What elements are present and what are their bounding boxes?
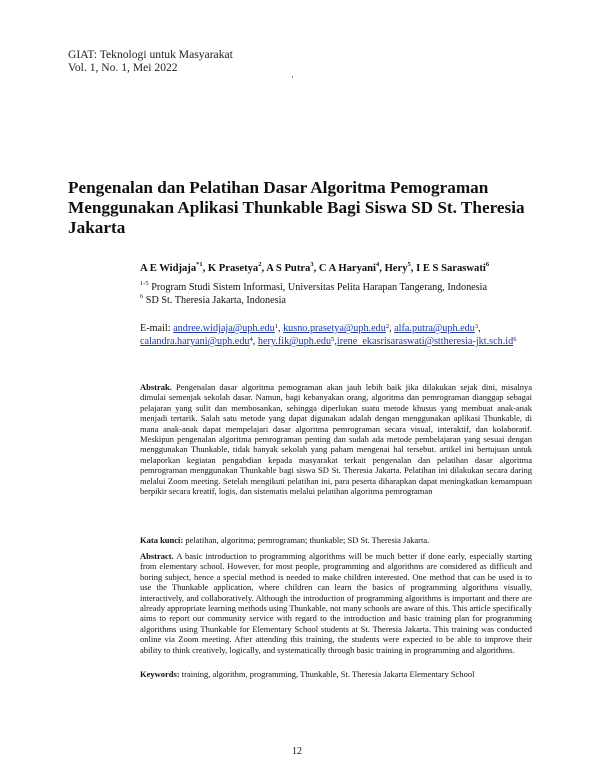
author: A S Putra$^3$, [266, 261, 319, 274]
email-link[interactable]: andree.widjaja@uph.edu [173, 323, 275, 334]
journal-name: GIAT: Teknologi untuk Masyarakat [68, 48, 233, 61]
email-link[interactable]: irene_ekasrisaraswati@sttheresia-jkt.sch.id [336, 336, 514, 347]
paper-title: Pengenalan dan Pelatihan Dasar Algoritma Pemograman Menggunakan Aplikasi Thunkable Bagi Siswa SD St. Theresia Jakarta [68, 178, 525, 237]
keywords-english: Keywords: training, algorithm, programming, Thunkable, St. Theresia Jakarta Elementary School [140, 669, 475, 679]
journal-volume: Vol. 1, No. 1, Mei 2022 [68, 60, 178, 74]
email-label: E-mail: [140, 323, 174, 334]
affiliation: $^{1-5}$ Program Studi Sistem Informasi, Universitas Pelita Harapan Tangerang, Indonesia [140, 280, 487, 293]
email-link[interactable]: alfa.putra@uph.edu [394, 323, 475, 334]
abstract-english: Abstract. A basic introduction to programming algorithms will be much better if done early, especially starting from elementary school. However, for most people, programming and algorithms are considered as difficult and boring subject, hence a special method is needed to make children interested. One method that can be used is to use the Thunkable application, where children can learn the basics of programming algorithms visually, interactively, and collaboratively. Although the introduction of programming algorithms is important and there are already appropriate learning methods using Thunkable, not many schools are aware of this. This article specifically aims to report our community service with regard to the introduction and basic training plan for programming algorithms using Thunkable for Elementary School students at St. Theresia Jakarta. This training was conducted online via Zoom meeting. After attending this training, the students were expected to be able to improve their ability to think creatively, logically, and systematically through basic training in programming and algorithms. [140, 551, 532, 655]
email-block: E-mail: andree.widjaja@uph.edu$^1$, kusno.prasetya@uph.edu$^2$, alfa.putra@uph.edu$^3$, calandra.haryani@uph.edu$^4$, $hery.fik@uph.edu^5,irene\_ekasrisaraswati@sttheresia-jkt.sch.id^6$ [140, 323, 517, 347]
keywords-indonesian: Kata kunci: pelatihan, algoritma; pemrograman; thunkable; SD St. Theresia Jakarta. [140, 535, 430, 545]
author: Hery$^5$, [384, 261, 417, 274]
author-list [140, 263, 489, 274]
header-mark [292, 76, 293, 78]
abstract-indonesian: Abstrak. Pengenalan dasar algoritma pemograman akan jauh lebih baik jika dilakukan sejak dini, misalnya dimulai semenjak sekolah dasar. Namun, bagi kebanyakan orang, algoritma dan pemrograman dianggap sebagai pelajaran yang sulit dan membosankan, sehingga diperlukan suatu metode khusus yang membuat anak-anak menjadi tertarik. Salah satu metode yang dapat digunakan adalah dengan menggunakan aplikasi Thunkable, di mana anak-anak dapat mempelajari dasar algoritma pemrograman secara visual, interaktif, dan kolaboratif. Meskipun pengenalan algoritma pemrograman penting dan sudah ada metode pembelajaran yang sesuai dengan menggunakan Thunkable, tidak banyak sekolah yang paham mengenai hal tersebut. artikel ini bertujuan untuk melaporkan kegiatan pengabdian kepada masyarakat terkait pengenalan dan pelatihan dasar algoritma pemrograman menggunakan Thunkable bagi siswa SD St. Theresia Jakarta. Pelatihan ini dilakukan secara daring melalui Zoom meeting. Setelah mengikuti pelatihan ini, para peserta diharapkan dapat meningkatkan kemampuan berpikir secara kreatif, logis, dan sistematis melalui pelatihan algoritma pemrograman [140, 382, 532, 497]
affiliation: $^6$ SD St. Theresia Jakarta, Indonesia [140, 293, 286, 306]
email-link[interactable]: hery.fik@uph.edu [257, 336, 332, 347]
author: K Prasetya$^2$, [207, 261, 267, 274]
page-number: 12 [292, 746, 302, 757]
email-link[interactable]: kusno.prasetya@uph.edu [283, 323, 386, 334]
author: A E Widjaja$^{*1}$, [140, 261, 208, 274]
author: I E S Saraswati$^6$ [416, 261, 490, 274]
author: C A Haryani$^4$, [318, 261, 385, 274]
journal-header [68, 49, 233, 74]
email-link[interactable]: calandra.haryani@uph.edu [140, 336, 250, 347]
